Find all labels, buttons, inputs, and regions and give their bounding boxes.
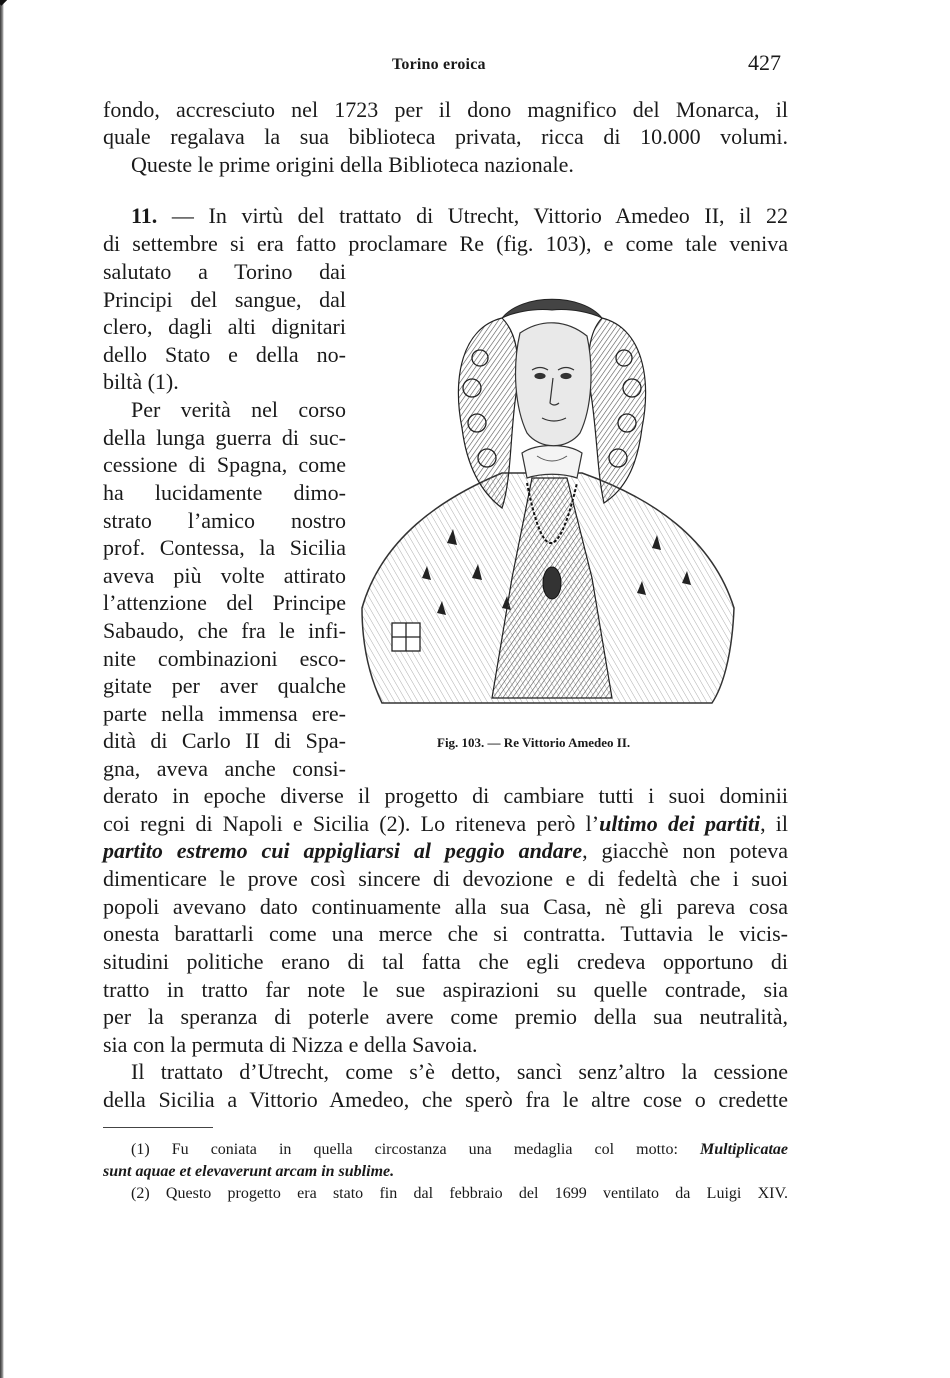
text-line: l’attenzione del Principe — [103, 590, 346, 615]
text-line: sia con la permuta di Nizza e della Savoia. — [103, 1032, 478, 1057]
corner-fold — [0, 0, 9, 6]
text-line: di settembre si era fatto proclamare Re (fig. 103), e come tale veniva — [103, 231, 788, 256]
italic-span: Multiplicatae — [700, 1141, 788, 1158]
figure-caption: Fig. 103. — Re Vittorio Amedeo II. — [437, 735, 631, 750]
running-title: Torino eroica — [392, 56, 486, 73]
text-span: — In virtù del trattato di Utrecht, Vittorio Amedeo II, il 22 — [157, 203, 788, 228]
text-line: Il trattato d’Utrecht, come s’è detto, sancì senz’altro la cessione — [131, 1059, 788, 1084]
text-line: quale regalava la sua biblioteca privata, ricca di 10.000 volumi. — [103, 124, 788, 149]
text-line — [103, 838, 788, 864]
footnote-2-line: (2) Questo progetto era stato fin dal febbraio del 1699 ventilato da Luigi XIV. — [131, 1185, 788, 1202]
page-number: 427 — [748, 50, 781, 75]
text-line: gna, aveva anche consi- — [103, 756, 346, 781]
text-line: dimenticare le prove così sincere di devozione e di fedeltà che i suoi — [103, 866, 788, 891]
text-line: biltà (1). — [103, 369, 179, 394]
text-line — [131, 203, 788, 229]
text-line: parte nella immensa ere- — [103, 701, 346, 726]
text-line: onesta barattarli come una merce che si contratta. Tuttavia le vicis- — [103, 921, 788, 946]
text-line: nite combinazioni esco- — [103, 646, 346, 671]
text-span: , il — [760, 811, 788, 836]
text-line: aveva più volte attirato — [103, 563, 346, 588]
footnote-1-line — [103, 1161, 394, 1183]
text-span: , giacchè non poteva — [582, 838, 789, 863]
portrait-engraving — [352, 278, 742, 718]
text-line: dità di Carlo II di Spa- — [103, 728, 346, 753]
text-line: Per verità nel corso — [131, 397, 346, 422]
text-line: dello Stato e della no- — [103, 342, 346, 367]
text-line: salutato a Torino dai — [103, 259, 346, 284]
text-line: derato in epoche diverse il progetto di cambiare tutti i suoi dominii — [103, 783, 788, 808]
text-line: fondo, accresciuto nel 1723 per il dono magnifico del Monarca, il — [103, 97, 788, 122]
text-line: cessione di Spagna, come — [103, 452, 346, 477]
text-line: strato l’amico nostro — [103, 508, 346, 533]
text-span: (1) Fu coniata in quella circostanza una medaglia col motto: — [131, 1141, 700, 1158]
italic-span: partito estremo cui appigliarsi al peggio andare — [103, 838, 583, 863]
text-line: ha lucidamente dimo- — [103, 480, 346, 505]
text-line: Sabaudo, che fra le infi- — [103, 618, 346, 643]
text-line: della Sicilia a Vittorio Amedeo, che sperò fra le altre cose o credette — [103, 1087, 788, 1112]
text-line: Principi del sangue, dal — [103, 287, 346, 312]
text-line: per la speranza di poterle avere come premio della sua neutralità, — [103, 1004, 788, 1029]
text-line — [103, 811, 788, 837]
text-line: popoli avevano dato continuamente alla sua Casa, nè gli pareva cosa — [103, 894, 788, 919]
text-line: prof. Contessa, la Sicilia — [103, 535, 346, 560]
footnote-1-line — [131, 1139, 788, 1161]
text-line: Queste le prime origini della Biblioteca nazionale. — [131, 152, 574, 177]
text-line: tratto in tratto far note le sue aspirazioni su quelle contrade, sia — [103, 977, 788, 1002]
italic-span: sunt aquae et elevaverunt arcam in sublime. — [103, 1163, 395, 1180]
text-line: della lunga guerra di suc- — [103, 425, 346, 450]
text-line: gitate per aver qualche — [103, 673, 346, 698]
page-edge-shadow — [0, 0, 4, 1378]
text-line: clero, dagli alti dignitari — [103, 314, 346, 339]
text-line: situdini politiche erano di tal fatta che egli credeva opportuno di — [103, 949, 788, 974]
italic-span: ultimo dei partiti — [599, 811, 761, 836]
footnote-rule — [103, 1127, 213, 1128]
section-number: 11. — [131, 203, 158, 228]
text-span: coi regni di Napoli e Sicilia (2). Lo riteneva però l’ — [103, 811, 600, 836]
